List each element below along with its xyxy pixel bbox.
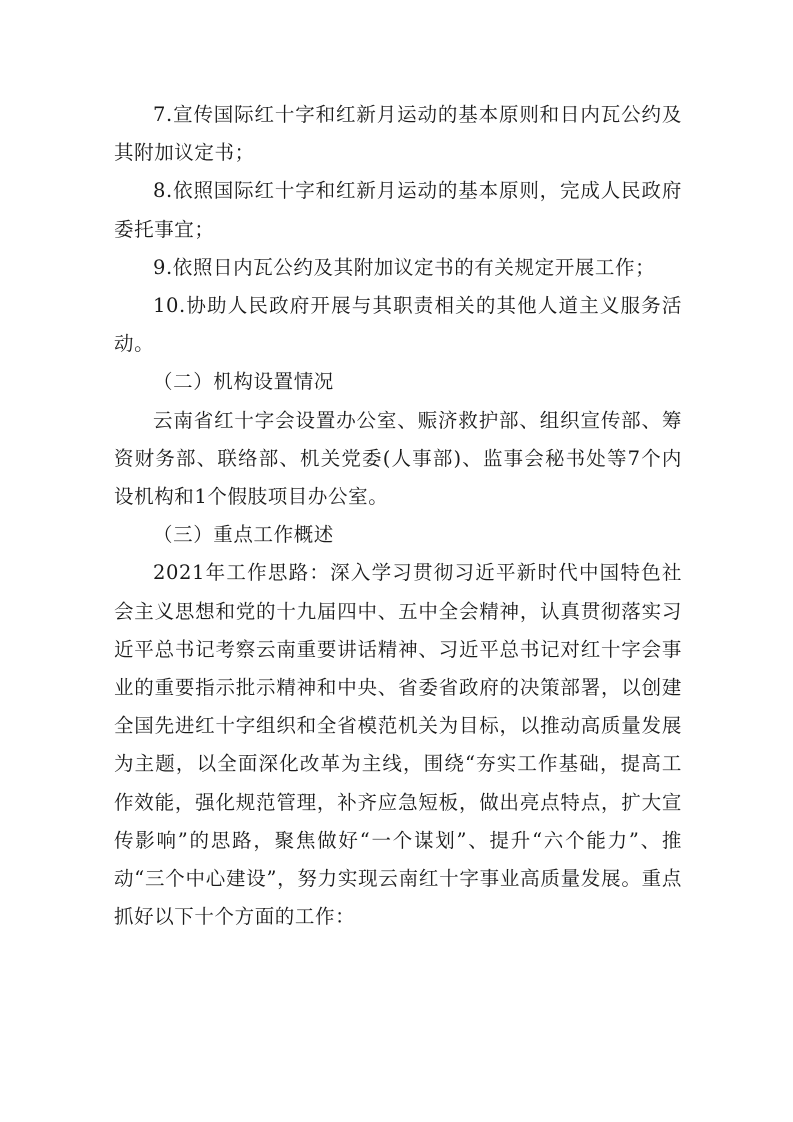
paragraph-item-10: 10.协助人民政府开展与其职责相关的其他人道主义服务活动。 xyxy=(114,294,682,356)
paragraph-work-plan-2021: 2021年工作思路：深入学习贯彻习近平新时代中国特色社会主义思想和党的十九届四中、五中全会精神，认真贯彻落实习近平总书记考察云南重要讲话精神、习近平总书记对红十字会事业的重要指示批示精神和中央、省委省政府的决策部署，以创建全国先进红十字组织和全省模范机关为目标，以推动高质量发展为主题，以全面深化改革为主线，围绕“夯实工作基础，提高工作效能，强化规范管理，补齐应急短板，做出亮点特点，扩大宣传影响”的思路，聚焦做好“一个谋划”、提升“六个能力”、推动“三个中心建设”，努力实现云南红十字事业高质量发展。重点抓好以下十个方面的工作： xyxy=(114,561,682,929)
paragraph-org-structure: 云南省红十字会设置办公室、赈济救护部、组织宣传部、筹资财务部、联络部、机关党委(人事部)、监事会秘书处等7个内设机构和1个假肢项目办公室。 xyxy=(114,408,682,509)
document-body xyxy=(114,96,682,936)
section-heading-org-structure: （二）机构设置情况 xyxy=(153,370,334,394)
section-heading-key-work: （三）重点工作概述 xyxy=(153,523,334,547)
paragraph-item-8: 8.依照国际红十字和红新月运动的基本原则，完成人民政府委托事宜； xyxy=(114,179,682,241)
paragraph-item-7: 7.宣传国际红十字和红新月运动的基本原则和日内瓦公约及其附加议定书； xyxy=(114,103,682,165)
paragraph-item-9: 9.依照日内瓦公约及其附加议定书的有关规定开展工作； xyxy=(153,255,656,279)
